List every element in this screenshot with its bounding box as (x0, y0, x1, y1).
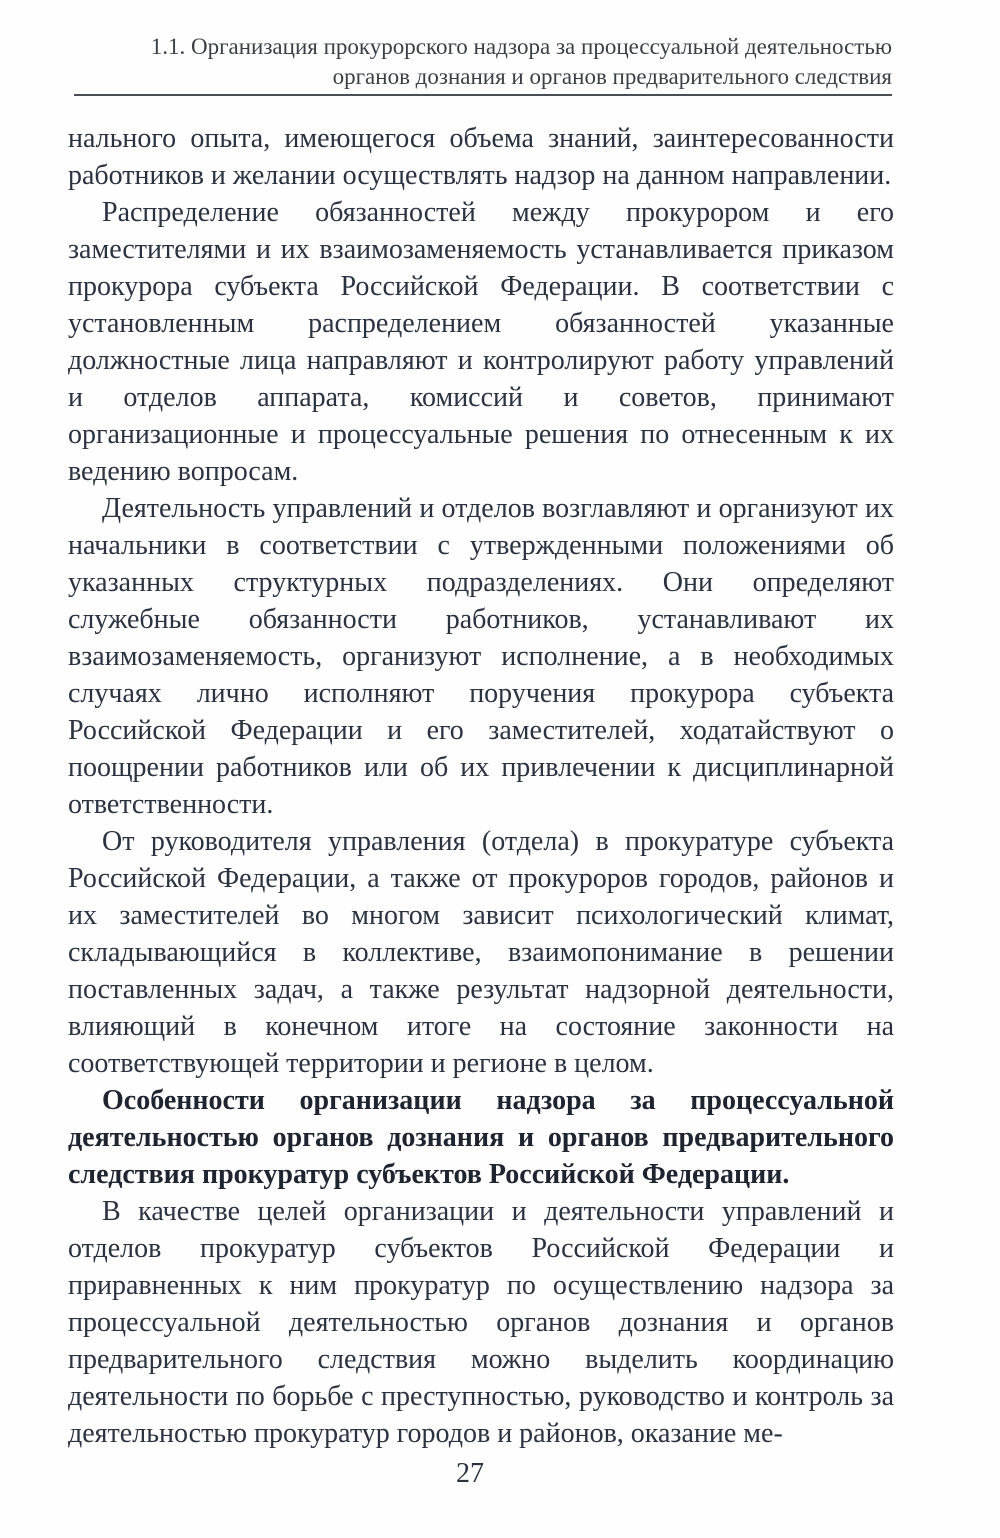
page-number: 27 (456, 1458, 484, 1489)
main-text (68, 120, 894, 1452)
paragraph-continuation: нального опыта, имеющегося объема знаний, заинтересованности работников и желании осуществлять надзор на данном направлении. (68, 123, 894, 191)
running-head-line-1: 1.1. Организация прокурорского надзора за процессуальной деятельностью (150, 34, 892, 59)
paragraph: Распределение обязанностей между прокурором и его заместителями и их взаимозаменяемость устанавливается приказом прокурора субъекта Российской Федерации. В соответствии с установленным распределением обязанностей указанные должностные лица направляют и контролируют работу управлений и отделов аппарата, комиссий и советов, принимают организационные и процессуальные решения по отнесенным к их ведению вопросам. (68, 197, 894, 487)
paragraph: Деятельность управлений и отделов возглавляют и организуют их начальники в соответствии с утвержденными положениями об указанных структурных подразделениях. Они определяют служебные обязанности работников, устанавливают их взаимозаменяемость, организуют исполнение, а в необходимых случаях лично исполняют поручения прокурора субъекта Российской Федерации и его заместителей, ходатайствуют о поощрении работников или об их привлечении к дисциплинарной ответственности. (68, 493, 894, 820)
running-head (74, 32, 892, 92)
running-head-line-2: органов дознания и органов предварительного следствия (332, 64, 892, 89)
paragraph: В качестве целей организации и деятельности управлений и отделов прокуратур субъектов Российской Федерации и приравненных к ним прокуратур по осуществлению надзора за процессуальной деятельностью органов дознания и органов предварительного следствия можно выделить координацию деятельности по борьбе с преступностью, руководство и контроль за деятельностью прокуратур городов и районов, оказание ме- (68, 1196, 894, 1449)
section-heading: Особенности организации надзора за процессуальной деятельностью органов дознания и органов предварительного следствия прокуратур субъектов Российской Федерации. (68, 1085, 894, 1190)
paragraph: От руководителя управления (отдела) в прокуратуре субъекта Российской Федерации, а также от прокуроров городов, районов и их заместителей во многом зависит психологический климат, складывающийся в коллективе, взаимопонимание в решении поставленных задач, а также результат надзорной деятельности, влияющий в конечном итоге на состояние законности на соответствующей территории и регионе в целом. (68, 826, 894, 1079)
header-rule (74, 94, 892, 96)
